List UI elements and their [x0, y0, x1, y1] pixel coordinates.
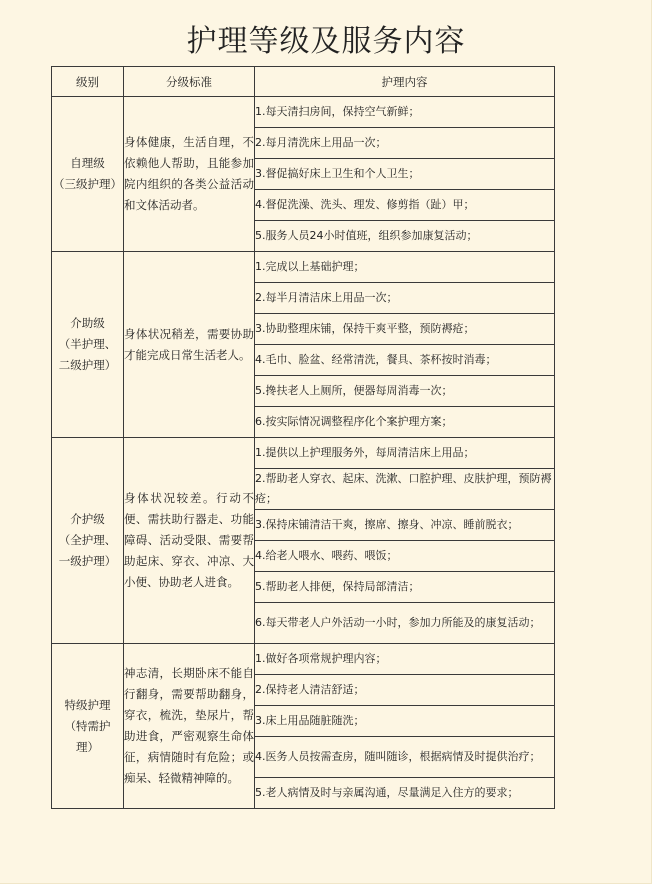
care-item: 1.做好各项常规护理内容； [255, 644, 555, 675]
care-item: 5.搀扶老人上厕所，便器每周消毒一次； [255, 376, 555, 407]
standard-cell: 身体状况稍差，需要协助才能完成日常生活老人。 [124, 252, 255, 438]
care-item: 3.督促搞好床上卫生和个人卫生； [255, 159, 555, 190]
level-cell-self-care [52, 97, 124, 252]
standard-cell: 身体状况较差。行动不便、需扶助行器走、功能障碍、活动受限、需要帮助起床、穿衣、冲凉、大小便、协助老人进食。 [124, 438, 255, 644]
level-cell-assisted [52, 252, 124, 438]
header-level: 级别 [52, 67, 124, 97]
care-level-table [51, 66, 555, 809]
standard-cell: 神志清，长期卧床不能自行翻身，需要帮助翻身，穿衣，梳洗，垫尿片，帮助进食，严密观察生命体征，病情随时有危险；或痴呆、轻微精神障的。 [124, 644, 255, 809]
level-subname: 二级护理） [58, 358, 117, 372]
care-item: 3.保持床铺清洁干爽，擦席、擦身、冲凉、睡前脱衣； [255, 510, 555, 541]
level-subname: （半护理、 [58, 337, 117, 351]
care-item: 5.服务人员24小时值班，组织参加康复活动； [255, 221, 555, 252]
care-item: 4.医务人员按需查房，随叫随诊，根据病情及时提供治疗； [255, 737, 555, 778]
level-name: 自理级 [70, 156, 105, 170]
care-item: 3.协助整理床铺，保持干爽平整，预防褥疮； [255, 314, 555, 345]
care-item: 4.给老人喂水、喂药、喂饭； [255, 541, 555, 572]
care-item: 6.按实际情况调整程序化个案护理方案； [255, 407, 555, 438]
table-header-row [52, 67, 555, 97]
level-cell-full-care [52, 438, 124, 644]
care-item: 2.每半月清洁床上用品一次； [255, 283, 555, 314]
table-row [52, 252, 555, 283]
table-row [52, 97, 555, 128]
level-cell-special-care [52, 644, 124, 809]
level-name: 介护级 [70, 512, 105, 526]
header-content: 护理内容 [255, 67, 555, 97]
level-name: 介助级 [70, 316, 105, 330]
level-subname: （三级护理） [53, 177, 122, 191]
standard-cell: 身体健康，生活自理，不依赖他人帮助，且能参加院内组织的各类公益活动和文体活动者。 [124, 97, 255, 252]
care-item: 1.每天清扫房间，保持空气新鲜； [255, 97, 555, 128]
care-item: 6.每天带老人户外活动一小时，参加力所能及的康复活动； [255, 603, 555, 644]
care-item: 3.床上用品随脏随洗； [255, 706, 555, 737]
header-standard: 分级标准 [124, 67, 255, 97]
care-item: 4.毛巾、脸盆、经常清洗，餐具、茶杯按时消毒； [255, 345, 555, 376]
level-subname: 理） [76, 739, 99, 754]
care-item: 2.帮助老人穿衣、起床、洗漱、口腔护理、皮肤护理，预防褥疮； [255, 469, 555, 510]
level-subname: 一级护理） [58, 554, 117, 568]
level-subname: （特需护 [64, 718, 111, 733]
care-item: 4.督促洗澡、洗头、理发、修剪指（趾）甲； [255, 190, 555, 221]
level-subname: （全护理、 [58, 533, 117, 547]
table-row [52, 644, 555, 675]
care-item: 5.帮助老人排便，保持局部清洁； [255, 572, 555, 603]
care-item: 1.完成以上基础护理； [255, 252, 555, 283]
table-row [52, 438, 555, 469]
document-title: 护理等级及服务内容 [186, 24, 466, 59]
care-item: 1.提供以上护理服务外，每周清洁床上用品； [255, 438, 555, 469]
care-item: 5.老人病情及时与亲属沟通，尽量满足入住方的要求； [255, 778, 555, 809]
care-item: 2.保持老人清洁舒适； [255, 675, 555, 706]
care-item: 2.每月清洗床上用品一次； [255, 128, 555, 159]
level-name: 特级护理 [64, 697, 111, 712]
